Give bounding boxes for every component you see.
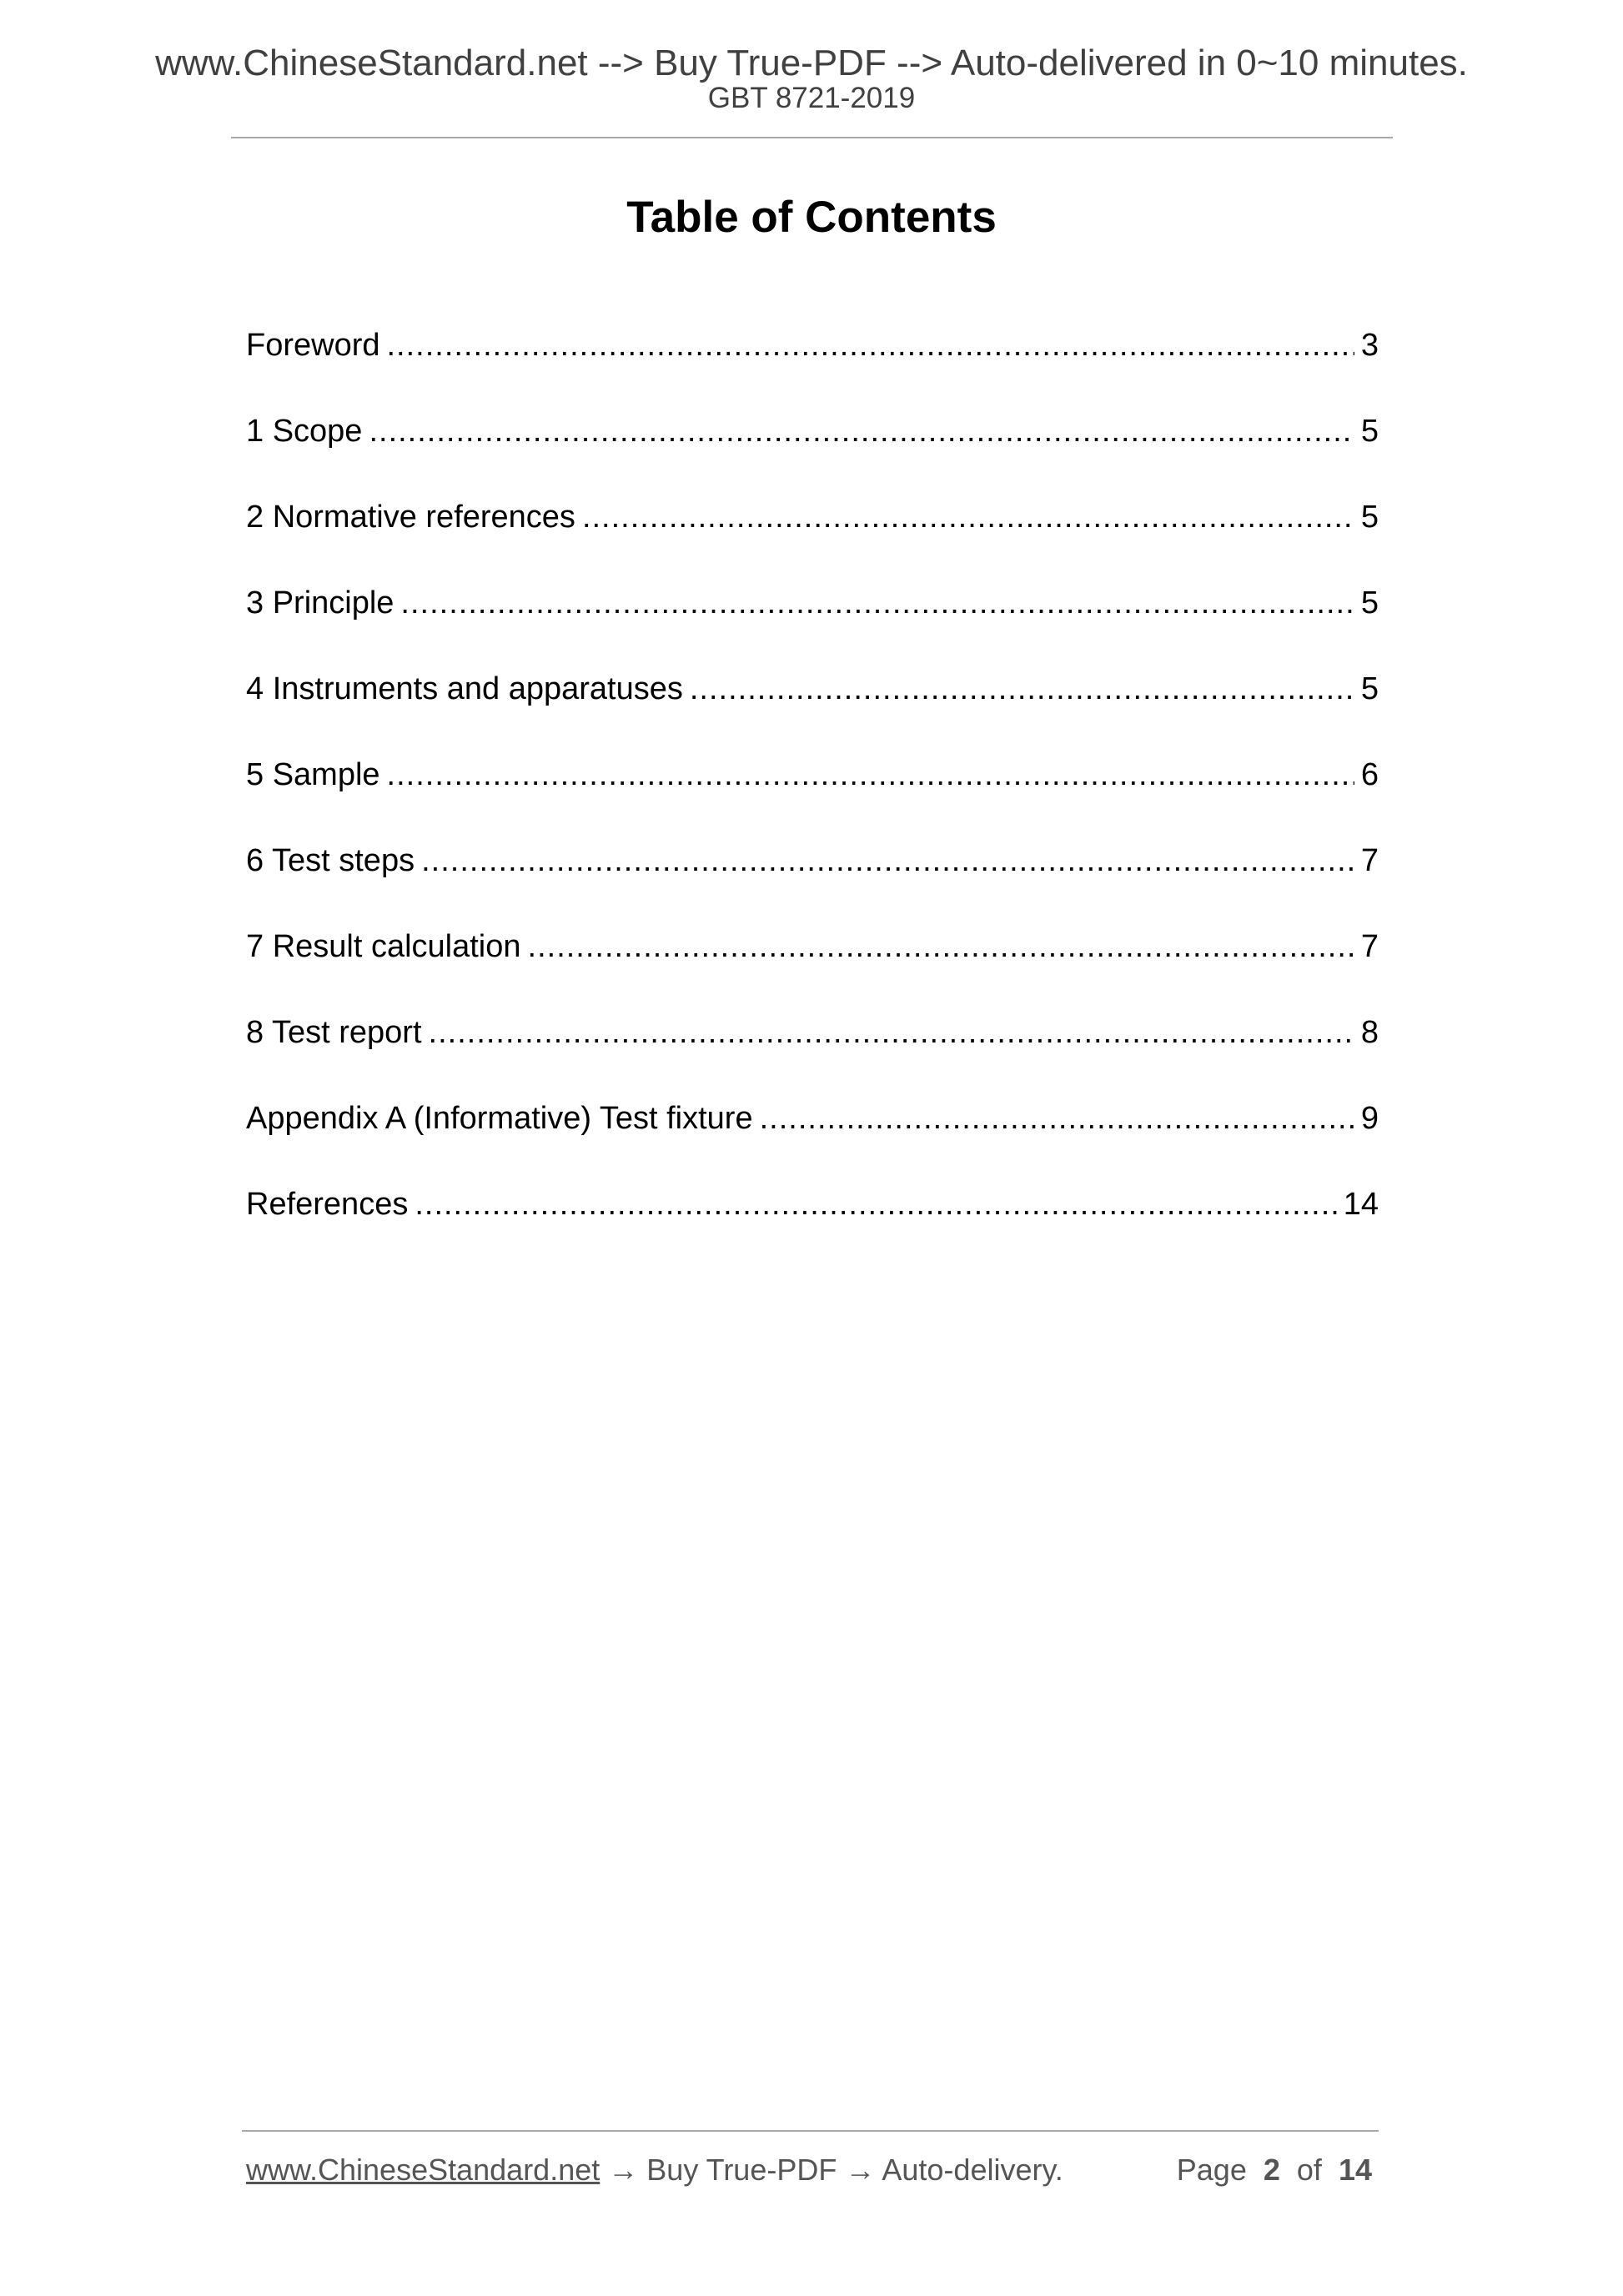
toc-dot-leader: [387, 751, 1354, 799]
toc-dot-leader: [582, 493, 1354, 541]
page-footer: [246, 2149, 1372, 2191]
toc-entry-page: 7: [1360, 929, 1379, 964]
toc-entry-label: 5 Sample: [246, 757, 380, 792]
toc-entry-label: 2 Normative references: [246, 500, 575, 535]
total-pages: 14: [1338, 2153, 1372, 2187]
toc-entry-label: 3 Principle: [246, 585, 394, 620]
toc-entry-label: References: [246, 1187, 409, 1222]
toc-entry-page: 5: [1360, 585, 1379, 620]
toc-entry-page: 6: [1360, 757, 1379, 792]
footer-promo: [246, 2149, 1063, 2191]
table-of-contents: [246, 321, 1379, 1266]
toc-dot-leader: [369, 407, 1354, 455]
footer-site-link[interactable]: www.ChineseStandard.net: [246, 2153, 600, 2187]
toc-dot-leader: [421, 837, 1354, 885]
toc-entry-principle[interactable]: [246, 579, 1379, 665]
toc-entry-label: 8 Test report: [246, 1015, 422, 1050]
page-number: [1177, 2149, 1372, 2191]
of-word: of: [1296, 2153, 1322, 2187]
toc-dot-leader: [429, 1008, 1354, 1057]
toc-dot-leader: [760, 1094, 1354, 1143]
page-word: Page: [1176, 2153, 1247, 2187]
footer-buy-text: Buy True-PDF: [646, 2153, 837, 2187]
toc-entry-result-calculation[interactable]: [246, 922, 1379, 1008]
current-page: 2: [1263, 2153, 1280, 2187]
toc-entry-label: 7 Result calculation: [246, 929, 521, 964]
toc-entry-page: 7: [1360, 843, 1379, 878]
toc-entry-label: Appendix A (Informative) Test fixture: [246, 1101, 753, 1136]
arrow-right-icon: →: [845, 2153, 876, 2187]
toc-entry-page: 3: [1360, 328, 1379, 363]
toc-dot-leader: [415, 1180, 1336, 1228]
toc-entry-page: 5: [1360, 500, 1379, 535]
toc-entry-label: Foreword: [246, 328, 380, 363]
toc-dot-leader: [387, 321, 1354, 369]
toc-entry-page: 9: [1360, 1101, 1379, 1136]
toc-entry-appendix-a[interactable]: [246, 1094, 1379, 1180]
footer-delivery-text: Auto-delivery.: [882, 2153, 1063, 2187]
toc-entry-scope[interactable]: [246, 407, 1379, 493]
toc-entry-label: 1 Scope: [246, 414, 363, 449]
footer-divider: [242, 2130, 1379, 2132]
toc-entry-test-report[interactable]: [246, 1008, 1379, 1094]
toc-entry-page: 8: [1360, 1015, 1379, 1050]
toc-entry-page: 14: [1343, 1187, 1379, 1222]
toc-entry-page: 5: [1360, 414, 1379, 449]
toc-entry-label: 4 Instruments and apparatuses: [246, 671, 683, 706]
toc-entry-normative-references[interactable]: [246, 493, 1379, 579]
toc-entry-page: 5: [1360, 671, 1379, 706]
toc-entry-sample[interactable]: [246, 751, 1379, 837]
toc-dot-leader: [690, 665, 1354, 713]
toc-entry-label: 6 Test steps: [246, 843, 415, 878]
page-title: Table of Contents: [626, 193, 997, 242]
toc-entry-references[interactable]: [246, 1180, 1379, 1266]
toc-entry-test-steps[interactable]: [246, 837, 1379, 922]
toc-dot-leader: [528, 922, 1354, 971]
toc-entry-foreword[interactable]: [246, 321, 1379, 407]
arrow-right-icon: →: [608, 2153, 639, 2187]
header-divider: [231, 137, 1393, 138]
document-code: GBT 8721-2019: [707, 82, 916, 114]
toc-dot-leader: [400, 579, 1354, 627]
header-banner: www.ChineseStandard.net --> Buy True-PDF --> Auto-delivered in 0~10 minutes.: [155, 43, 1468, 83]
toc-entry-instruments[interactable]: [246, 665, 1379, 751]
